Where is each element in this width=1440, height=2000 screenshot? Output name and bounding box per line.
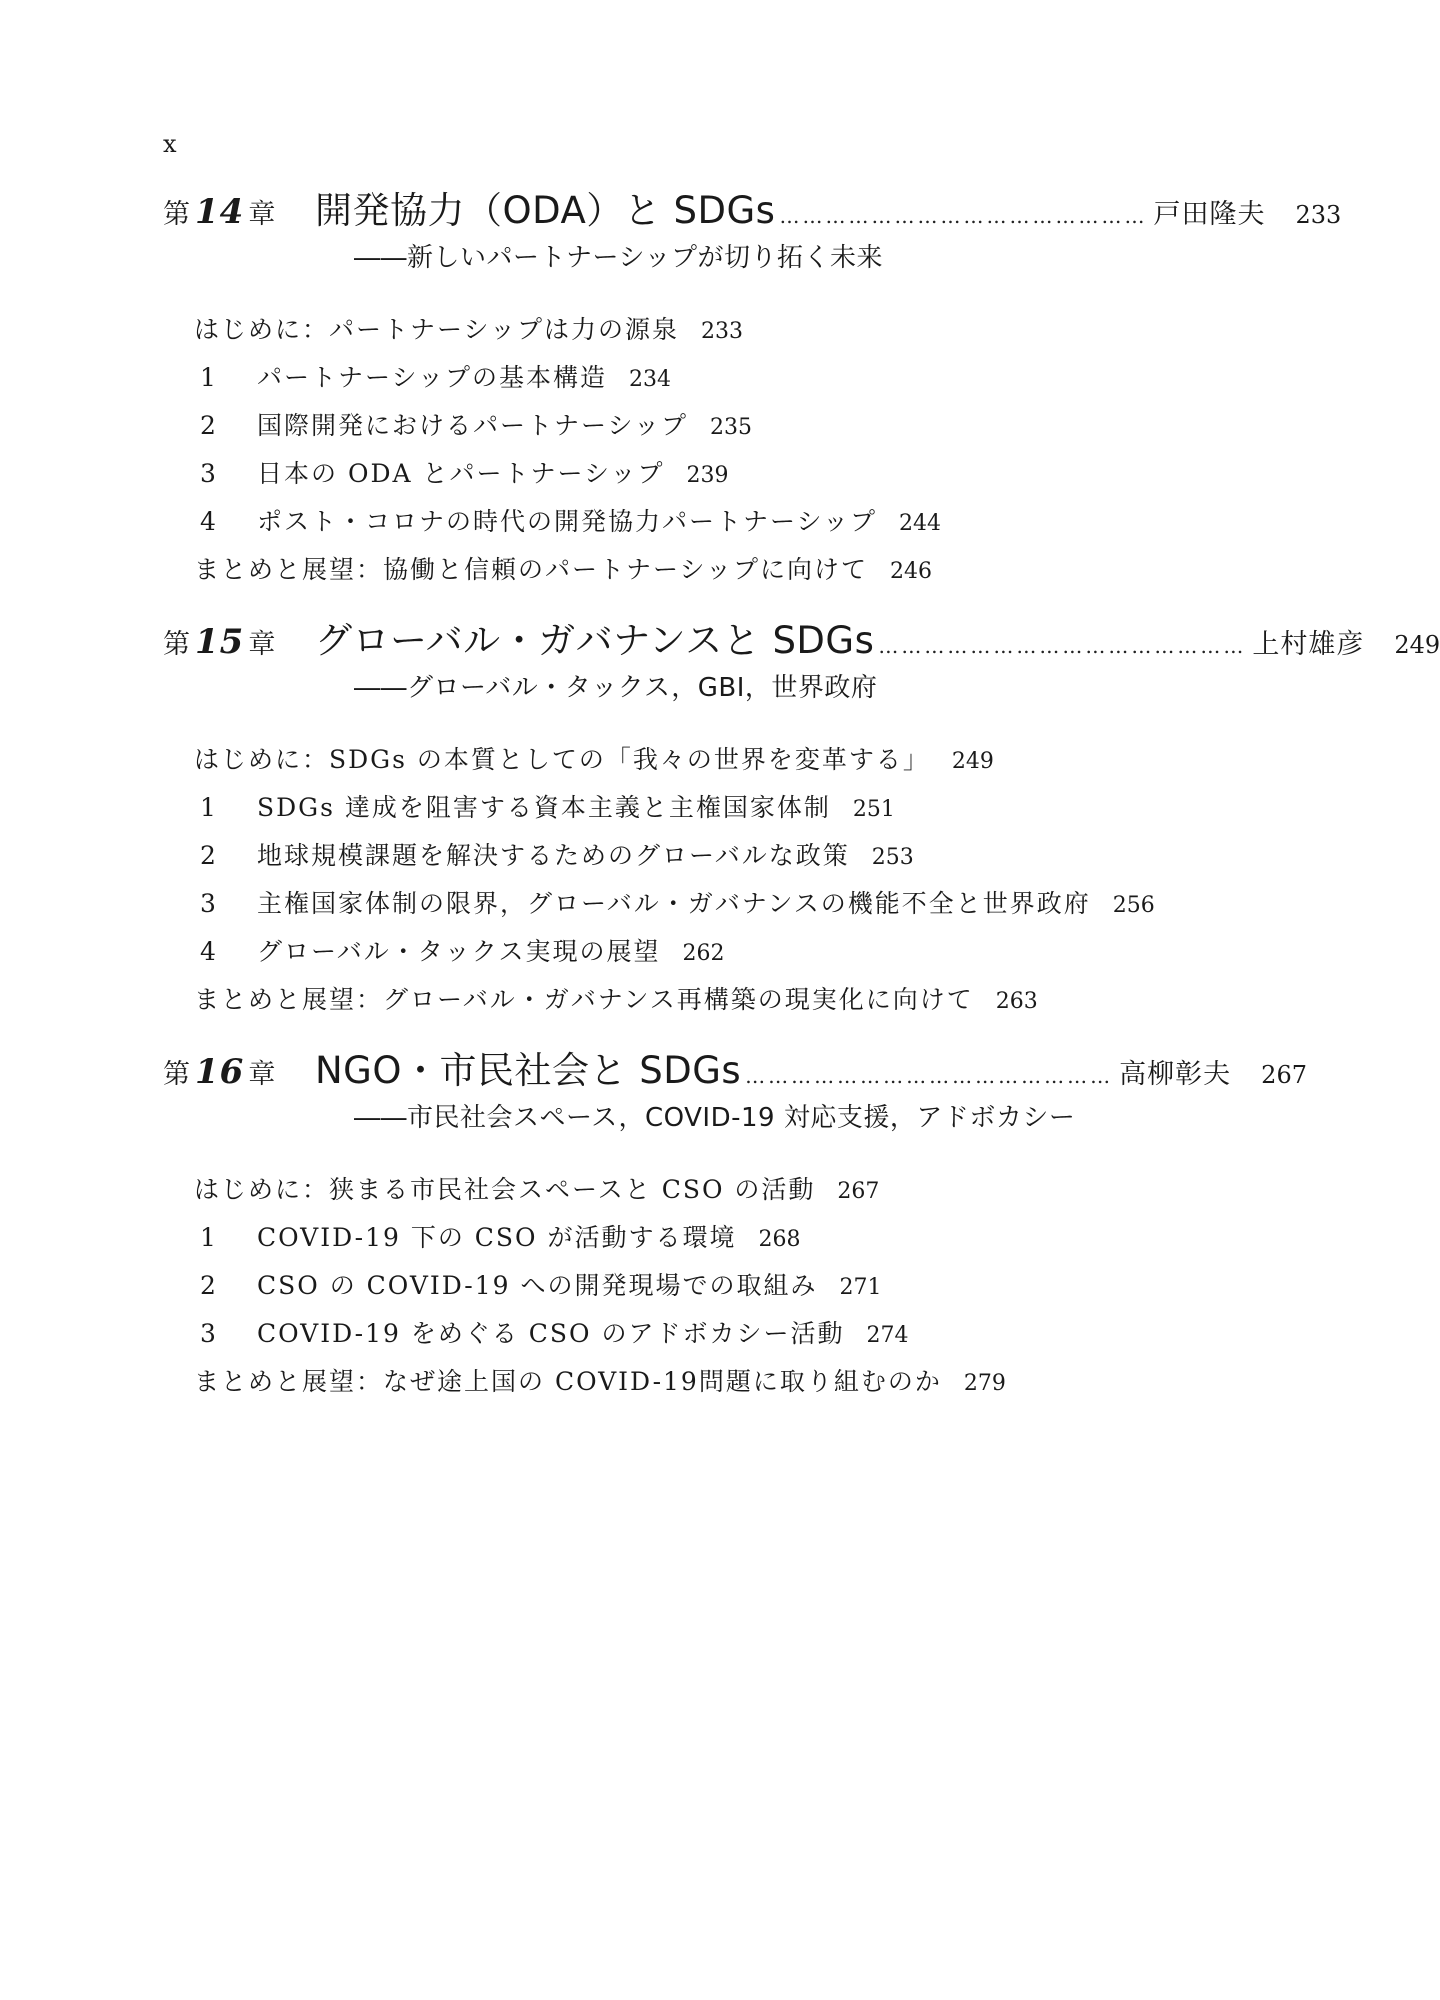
entry-page: 234 <box>629 367 672 392</box>
toc-entry-section <box>163 784 1233 832</box>
chapter-label <box>163 192 315 232</box>
chapter-title: NGO・市民社会と SDGs <box>315 1049 742 1092</box>
toc-entry-section <box>163 1310 1233 1358</box>
toc-entry-section <box>163 928 1233 976</box>
entry-title: グローバル・タックス実現の展望 <box>257 937 661 966</box>
entry-title: 地球規模課題を解決するためのグローバルな政策 <box>257 841 850 870</box>
chapter-page: 267 <box>1261 1061 1307 1089</box>
section-number: 4 <box>200 507 218 536</box>
toc-entry-section <box>163 450 1233 498</box>
chapter-number: 15 <box>195 622 245 662</box>
chapter-page: 249 <box>1394 631 1440 659</box>
chapter-14 <box>163 180 1342 594</box>
entry-title: パートナーシップの基本構造 <box>257 363 608 392</box>
chapter-label-suffix: 章 <box>248 199 277 230</box>
dot-leader: ………………………………………… <box>878 634 1247 658</box>
entry-page: 244 <box>899 511 942 536</box>
chapter-subtitle: ――新しいパートナーシップが切り拓く未来 <box>354 243 883 273</box>
entry-page: 267 <box>837 1179 880 1204</box>
toc-entry-intro <box>163 306 1233 354</box>
chapter-subtitle: ――市民社会スペース，COVID-19 対応支援，アドボカシー <box>354 1103 1076 1133</box>
toc-entry-outro <box>163 546 1233 594</box>
section-number: 2 <box>200 1271 218 1300</box>
chapter-heading <box>163 180 1342 236</box>
section-number: 2 <box>200 841 218 870</box>
entry-title: 主権国家体制の限界，グローバル・ガバナンスの機能不全と世界政府 <box>257 889 1091 918</box>
toc-entry-outro <box>163 1358 1233 1406</box>
section-number: 3 <box>200 1319 218 1348</box>
toc-entries <box>163 736 1233 1024</box>
chapter-label-prefix: 第 <box>163 629 191 660</box>
toc-entry-intro <box>163 736 1233 784</box>
toc-entry-section <box>163 354 1233 402</box>
toc-entry-section <box>163 880 1233 928</box>
chapter-label <box>163 622 315 662</box>
toc-entry-section <box>163 402 1233 450</box>
section-number: 1 <box>200 1223 218 1252</box>
page-number: x <box>163 130 177 158</box>
entry-page: 256 <box>1112 893 1155 918</box>
chapter-title: 開発協力（ODA）と SDGs <box>315 189 776 232</box>
entry-page: 253 <box>871 845 914 870</box>
toc-entries <box>163 306 1233 594</box>
chapter-number: 14 <box>195 192 245 232</box>
chapter-page: 233 <box>1295 201 1342 229</box>
section-number: 3 <box>200 459 218 488</box>
chapter-heading <box>163 610 1440 666</box>
chapter-subtitle: ――グローバル・タックス，GBI，世界政府 <box>354 673 878 703</box>
section-number: 2 <box>200 411 218 440</box>
chapter-label <box>163 1052 315 1092</box>
entry-page: 249 <box>951 749 994 774</box>
chapter-label-suffix: 章 <box>248 1059 277 1090</box>
toc-entries <box>163 1166 1233 1406</box>
chapter-heading <box>163 1040 1307 1096</box>
toc-entry-section <box>163 1214 1233 1262</box>
chapter-author: 上村雄彦 <box>1252 629 1365 660</box>
entry-title: 日本の ODA とパートナーシップ <box>257 459 665 488</box>
entry-page: 233 <box>701 319 744 344</box>
entry-title: まとめと展望：協働と信頼のパートナーシップに向けて <box>194 555 869 584</box>
entry-title: まとめと展望：グローバル・ガバナンス再構築の現実化に向けて <box>194 985 974 1014</box>
dot-leader: ………………………………………… <box>779 204 1148 228</box>
chapter-16 <box>163 1040 1307 1406</box>
entry-title: COVID-19 をめぐる CSO のアドボカシー活動 <box>257 1319 845 1348</box>
entry-title: 国際開発におけるパートナーシップ <box>257 411 689 440</box>
entry-page: 271 <box>839 1275 882 1300</box>
entry-page: 279 <box>963 1371 1006 1396</box>
section-number: 1 <box>200 363 218 392</box>
entry-page: 235 <box>710 415 753 440</box>
entry-title: COVID-19 下の CSO が活動する環境 <box>257 1223 737 1252</box>
entry-title: はじめに：狭まる市民社会スペースと CSO の活動 <box>194 1175 816 1204</box>
chapter-label-suffix: 章 <box>248 629 277 660</box>
entry-title: はじめに：パートナーシップは力の源泉 <box>194 315 680 344</box>
entry-title: まとめと展望：なぜ途上国の COVID-19問題に取り組むのか <box>194 1367 942 1396</box>
toc-entry-intro <box>163 1166 1233 1214</box>
dot-leader: ………………………………………… <box>745 1064 1114 1088</box>
entry-page: 246 <box>890 559 933 584</box>
chapter-number: 16 <box>195 1052 245 1092</box>
entry-title: ポスト・コロナの時代の開発協力パートナーシップ <box>257 507 878 536</box>
entry-page: 268 <box>758 1227 801 1252</box>
chapter-author: 高柳彰夫 <box>1119 1059 1232 1090</box>
chapter-label-prefix: 第 <box>163 199 191 230</box>
toc-entry-outro <box>163 976 1233 1024</box>
toc-entry-section <box>163 832 1233 880</box>
entry-title: SDGs 達成を阻害する資本主義と主権国家体制 <box>257 793 831 822</box>
toc-entry-section <box>163 1262 1233 1310</box>
entry-title: はじめに：SDGs の本質としての「我々の世界を変革する」 <box>194 745 930 774</box>
entry-page: 239 <box>686 463 729 488</box>
section-number: 3 <box>200 889 218 918</box>
entry-title: CSO の COVID-19 への開発現場での取組み <box>257 1271 818 1300</box>
entry-page: 251 <box>852 797 895 822</box>
section-number: 4 <box>200 937 218 966</box>
section-number: 1 <box>200 793 218 822</box>
entry-page: 262 <box>682 941 725 966</box>
entry-page: 263 <box>995 989 1038 1014</box>
chapter-15 <box>163 610 1440 1024</box>
chapter-author: 戸田隆夫 <box>1153 199 1266 230</box>
chapter-label-prefix: 第 <box>163 1059 191 1090</box>
chapter-title: グローバル・ガバナンスと SDGs <box>315 619 875 662</box>
entry-page: 274 <box>866 1323 909 1348</box>
toc-entry-section <box>163 498 1233 546</box>
